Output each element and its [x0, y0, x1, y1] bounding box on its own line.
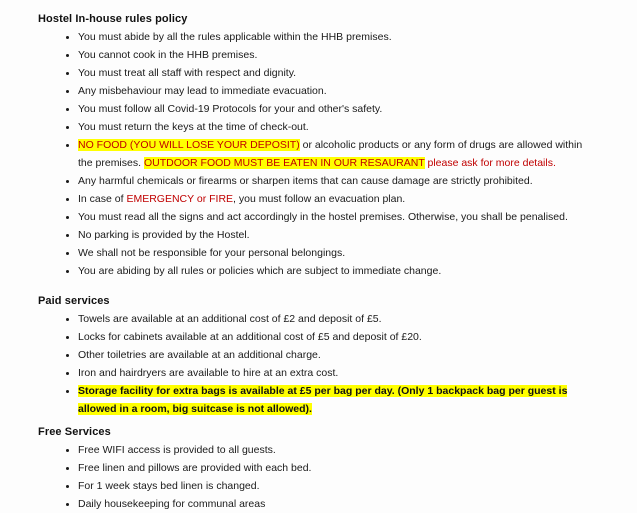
paid-services-item-5	[78, 382, 594, 418]
text-segment-plain: You must return the keys at the time of check-out.	[78, 121, 309, 133]
text-segment-plain: We shall not be responsible for your personal belongings.	[78, 247, 346, 259]
text-segment-plain: You cannot cook in the HHB premises.	[78, 49, 258, 61]
text-segment-plain: You must treat all staff with respect and dignity.	[78, 67, 297, 79]
house-rules-item-12	[78, 244, 594, 262]
paid-services-list	[38, 310, 594, 418]
text-segment-red: EMERGENCY or FIRE	[126, 193, 234, 205]
paid-services-item-2	[78, 328, 594, 346]
house-rules-item-1	[78, 28, 594, 46]
text-segment-plain: Any harmful chemicals or firearms or sharpen items that can cause damage are strictly prohibited.	[78, 175, 533, 187]
house-rules-item-7	[78, 136, 594, 172]
free-services-item-1	[78, 441, 594, 459]
text-segment-plain: You must follow all Covid-19 Protocols for your and other's safety.	[78, 103, 383, 115]
text-segment-plain: , you must follow an evacuation plan.	[233, 193, 406, 205]
text-segment-plain: Other toiletries are available at an additional charge.	[78, 349, 321, 361]
text-segment-plain: Iron and hairdryers are available to hire at an extra cost.	[78, 367, 339, 379]
paid-services-item-3	[78, 346, 594, 364]
text-segment-plain: Any misbehaviour may lead to immediate evacuation.	[78, 85, 327, 97]
text-segment-plain: No parking is provided by the Hostel.	[78, 229, 250, 241]
text-segment-red-hl: NO FOOD (YOU WILL LOSE YOUR DEPOSIT)	[78, 139, 300, 151]
text-segment-plain: Daily housekeeping for communal areas	[78, 498, 266, 510]
house-rules-item-3	[78, 64, 594, 82]
text-segment-red: please ask for more details.	[424, 157, 556, 169]
document-content	[38, 10, 599, 513]
house-rules-item-6	[78, 118, 594, 136]
text-segment-plain: Towels are available at an additional cost of £2 and deposit of £5.	[78, 313, 382, 325]
text-segment-plain: For 1 week stays bed linen is changed.	[78, 480, 260, 492]
text-segment-red-hl: OUTDOOR FOOD MUST BE EATEN IN OUR RESAURANT	[143, 157, 425, 169]
house-rules-item-2	[78, 46, 594, 64]
text-segment-plain: You must abide by all the rules applicable within the HHB premises.	[78, 31, 392, 43]
house-rules-item-11	[78, 226, 594, 244]
free-services-item-2	[78, 459, 594, 477]
house-rules-item-8	[78, 172, 594, 190]
text-segment-plain: Free WIFI access is provided to all guests.	[78, 444, 276, 456]
paid-services-item-1	[78, 310, 594, 328]
text-segment-plain: You must read all the signs and act accordingly in the hostel premises. Otherwise, you shall be penalised.	[78, 211, 568, 223]
house-rules-item-13	[78, 262, 594, 280]
house-rules-list	[38, 28, 594, 280]
text-segment-plain: Free linen and pillows are provided with each bed.	[78, 462, 312, 474]
free-services-item-4	[78, 495, 594, 513]
paid-services-item-4	[78, 364, 594, 382]
section-heading-house-rules: Hostel In-house rules policy	[38, 13, 188, 25]
text-segment-plain: Locks for cabinets available at an additional cost of £5 and deposit of £20.	[78, 331, 422, 343]
house-rules-item-10	[78, 208, 594, 226]
free-services-item-3	[78, 477, 594, 495]
text-segment-plain: or alcoholic products or any form of drugs are allowed within the premises.	[78, 139, 583, 169]
house-rules-item-4	[78, 82, 594, 100]
text-segment-plain: You are abiding by all rules or policies which are subject to immediate change.	[78, 265, 442, 277]
text-segment-plain: In case of	[78, 193, 127, 205]
section-heading-free-services: Free Services	[38, 426, 111, 438]
text-segment-bold-hl: Storage facility for extra bags is available at £5 per bag per day. (Only 1 backpack bag per guest is allowed in a room, big suitcase is not allowed).	[78, 385, 568, 415]
house-rules-item-5	[78, 100, 594, 118]
house-rules-item-9	[78, 190, 594, 208]
free-services-list	[38, 441, 594, 513]
section-heading-paid-services: Paid services	[38, 295, 110, 307]
